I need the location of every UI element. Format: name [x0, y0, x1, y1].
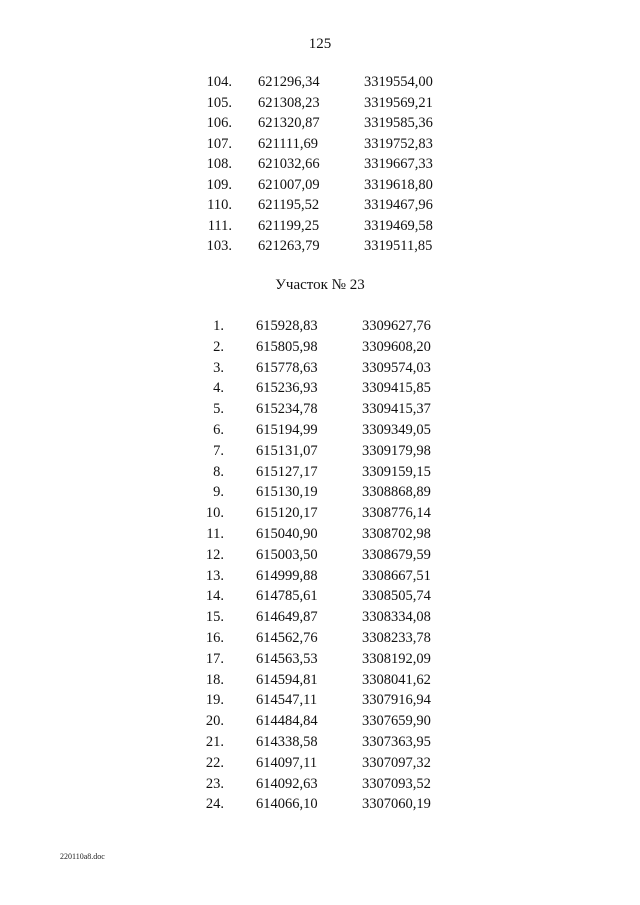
coordinate-x: 614785,61: [256, 588, 318, 605]
table-row: [0, 713, 640, 734]
coordinate-y: 3308041,62: [362, 671, 431, 688]
point-number: 107.: [206, 135, 232, 152]
coordinate-y: 3308505,74: [362, 588, 431, 605]
table-row: [0, 177, 640, 198]
coordinate-x: 621111,69: [258, 135, 319, 152]
coordinate-x: 614097,11: [256, 754, 318, 771]
coordinate-x: 615236,93: [256, 380, 318, 397]
point-number: 13.: [205, 567, 224, 584]
table-row: [0, 95, 640, 116]
coordinate-y: 3319554,00: [364, 74, 433, 90]
coordinate-x: 621195,52: [258, 197, 320, 213]
table-row: [0, 339, 640, 360]
point-number: 1.: [213, 318, 224, 334]
table-row: [0, 464, 640, 485]
coordinates-table-top: [0, 74, 640, 259]
table-row: [0, 734, 640, 755]
coordinate-x: 614563,53: [256, 650, 318, 667]
point-number: 111.: [207, 217, 232, 234]
coordinate-x: 615194,99: [256, 421, 318, 438]
table-row: [0, 692, 640, 713]
coordinate-y: 3307093,52: [362, 775, 431, 792]
coordinate-x: 614562,76: [256, 629, 318, 646]
table-row: [0, 796, 640, 817]
point-number: 19.: [205, 692, 224, 709]
footer-filename: 220110a8.doc: [60, 852, 105, 861]
table-row: [0, 422, 640, 443]
table-row: [0, 672, 640, 693]
table-row: [0, 218, 640, 239]
coordinate-x: 621199,25: [258, 217, 320, 234]
page-number: 125: [308, 36, 332, 52]
coordinate-x: 615778,63: [256, 359, 318, 376]
table-row: [0, 484, 640, 505]
point-number: 105.: [206, 94, 232, 111]
coordinates-table-section: [0, 318, 640, 817]
point-number: 5.: [213, 401, 224, 418]
point-number: 110.: [207, 197, 232, 213]
coordinate-x: 621296,34: [258, 74, 320, 90]
coordinate-y: 3319618,80: [364, 176, 433, 193]
coordinate-y: 3319467,96: [364, 197, 433, 213]
table-row: [0, 568, 640, 589]
coordinate-x: 621320,87: [258, 115, 320, 131]
coordinate-y: 3307659,90: [362, 713, 431, 730]
coordinate-y: 3319752,83: [364, 135, 433, 152]
table-row: [0, 776, 640, 797]
point-number: 16.: [205, 629, 224, 646]
coordinate-x: 621263,79: [258, 238, 320, 254]
coordinate-x: 615040,90: [256, 525, 318, 542]
point-number: 10.: [205, 505, 224, 522]
coordinate-y: 3319667,33: [364, 156, 433, 172]
coordinate-x: 614338,58: [256, 733, 318, 750]
coordinate-x: 614547,11: [256, 692, 318, 709]
table-row: [0, 505, 640, 526]
coordinate-y: 3309608,20: [362, 338, 431, 355]
coordinate-x: 614649,87: [256, 609, 318, 626]
point-number: 9.: [213, 484, 224, 501]
coordinate-y: 3307097,32: [362, 754, 431, 771]
coordinate-x: 615127,17: [256, 463, 318, 480]
point-number: 24.: [205, 796, 224, 813]
coordinate-x: 614999,88: [256, 567, 318, 584]
point-number: 4.: [213, 380, 224, 397]
point-number: 3.: [213, 359, 224, 376]
table-row: [0, 609, 640, 630]
coordinate-x: 615003,50: [256, 546, 318, 563]
table-row: [0, 443, 640, 464]
coordinate-y: 3309574,03: [362, 359, 431, 376]
coordinate-y: 3307916,94: [362, 692, 431, 709]
point-number: 22.: [205, 754, 224, 771]
coordinate-y: 3309627,76: [362, 318, 431, 334]
coordinate-y: 3309179,98: [362, 442, 431, 459]
table-row: [0, 755, 640, 776]
section-title: Участок № 23: [275, 277, 365, 293]
coordinate-x: 621032,66: [258, 156, 320, 172]
coordinate-y: 3308233,78: [362, 629, 431, 646]
coordinate-y: 3308667,51: [362, 567, 431, 584]
point-number: 8.: [213, 463, 224, 480]
coordinate-x: 615130,19: [256, 484, 318, 501]
table-row: [0, 380, 640, 401]
table-row: [0, 156, 640, 177]
coordinate-x: 615131,07: [256, 442, 318, 459]
coordinate-y: 3308334,08: [362, 609, 431, 626]
table-row: [0, 136, 640, 157]
table-row: [0, 115, 640, 136]
point-number: 17.: [205, 650, 224, 667]
point-number: 7.: [213, 442, 224, 459]
table-row: [0, 588, 640, 609]
coordinate-x: 614092,63: [256, 775, 318, 792]
coordinate-y: 3319469,58: [364, 217, 433, 234]
coordinate-x: 621007,09: [258, 176, 320, 193]
point-number: 6.: [213, 421, 224, 438]
table-row: [0, 197, 640, 218]
point-number: 103.: [206, 238, 232, 254]
point-number: 12.: [205, 546, 224, 563]
coordinate-y: 3319511,85: [364, 238, 433, 254]
point-number: 109.: [206, 176, 232, 193]
point-number: 11.: [206, 525, 224, 542]
point-number: 2.: [213, 338, 224, 355]
table-row: [0, 651, 640, 672]
table-row: [0, 401, 640, 422]
coordinate-y: 3319569,21: [364, 94, 433, 111]
point-number: 108.: [206, 156, 232, 172]
table-row: [0, 526, 640, 547]
table-row: [0, 360, 640, 381]
coordinate-y: 3308868,89: [362, 484, 431, 501]
coordinate-x: 615234,78: [256, 401, 318, 418]
coordinate-y: 3309159,15: [362, 463, 431, 480]
coordinate-x: 614484,84: [256, 713, 318, 730]
coordinate-x: 614594,81: [256, 671, 318, 688]
point-number: 21.: [205, 733, 224, 750]
point-number: 18.: [205, 671, 224, 688]
table-row: [0, 238, 640, 259]
point-number: 15.: [205, 609, 224, 626]
coordinate-y: 3319585,36: [364, 115, 433, 131]
point-number: 14.: [205, 588, 224, 605]
coordinate-y: 3307363,95: [362, 733, 431, 750]
coordinate-x: 621308,23: [258, 94, 320, 111]
coordinate-x: 615120,17: [256, 505, 318, 522]
coordinate-y: 3307060,19: [362, 796, 431, 813]
coordinate-y: 3309415,37: [362, 401, 431, 418]
table-row: [0, 74, 640, 95]
coordinate-y: 3309415,85: [362, 380, 431, 397]
table-row: [0, 547, 640, 568]
point-number: 106.: [206, 115, 232, 131]
point-number: 20.: [205, 713, 224, 730]
point-number: 23.: [205, 775, 224, 792]
coordinate-x: 615805,98: [256, 338, 318, 355]
coordinate-x: 615928,83: [256, 318, 318, 334]
table-row: [0, 318, 640, 339]
coordinate-y: 3308192,09: [362, 650, 431, 667]
coordinate-y: 3308679,59: [362, 546, 431, 563]
coordinate-x: 614066,10: [256, 796, 318, 813]
coordinate-y: 3308702,98: [362, 525, 431, 542]
point-number: 104.: [206, 74, 232, 90]
table-row: [0, 630, 640, 651]
coordinate-y: 3308776,14: [362, 505, 431, 522]
coordinate-y: 3309349,05: [362, 421, 431, 438]
